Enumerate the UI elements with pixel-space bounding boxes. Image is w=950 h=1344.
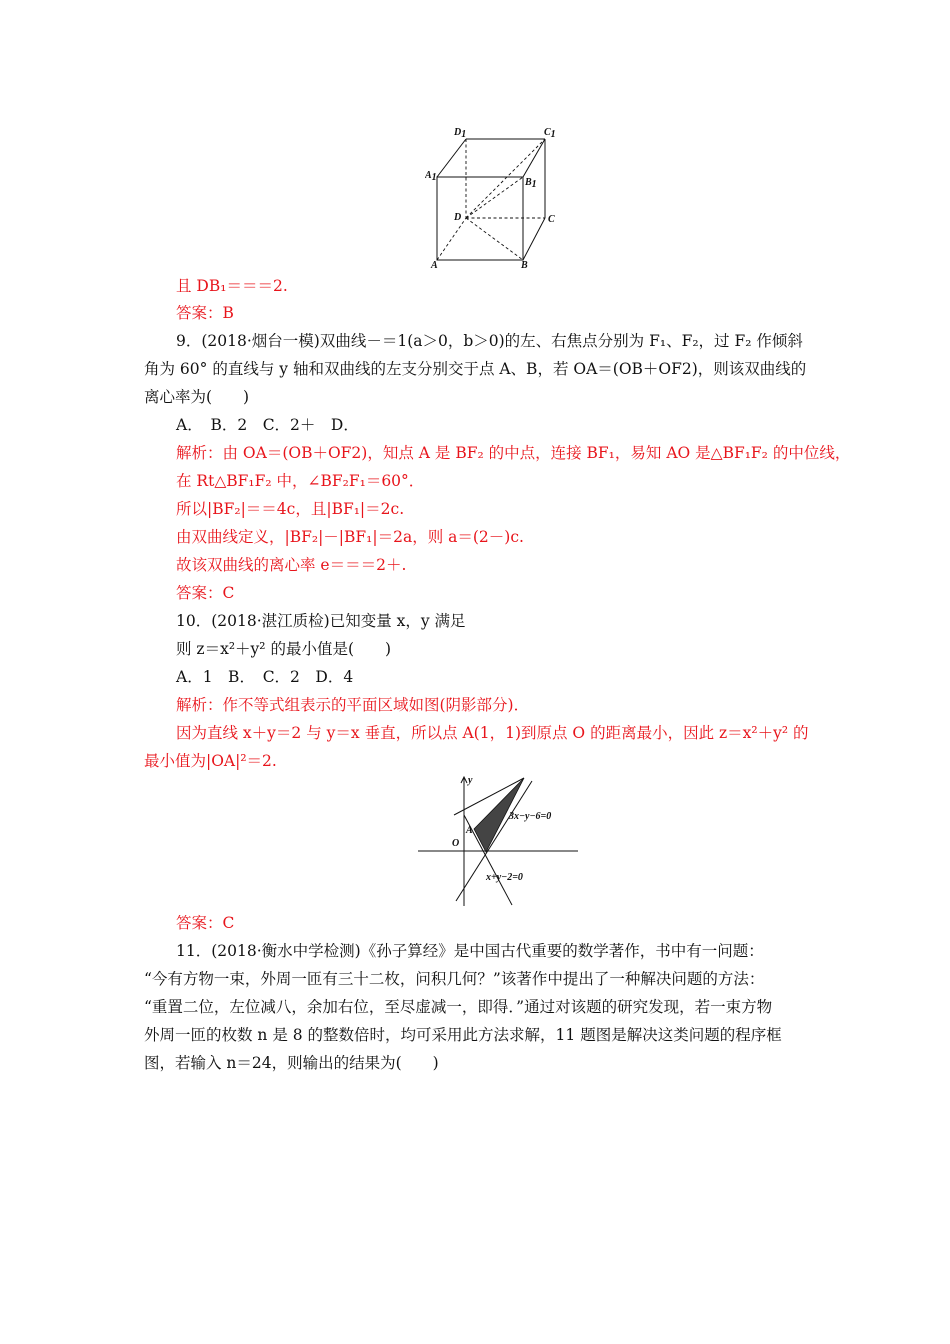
cube-front-face: [437, 177, 523, 260]
q9-solution-line5: 故该双曲线的离心率 e＝＝＝2＋.: [176, 556, 407, 574]
label-a1: A1: [425, 170, 437, 183]
label-d: D: [454, 212, 462, 223]
q10-solution-line1: 解析：作不等式组表示的平面区域如图(阴影部分)．: [176, 696, 530, 714]
q8-answer: 答案：B: [176, 304, 234, 322]
q9-answer: 答案：C: [176, 584, 235, 602]
label-c: C: [548, 214, 555, 225]
cube-figure: [425, 122, 560, 272]
q9-stem-line2: 角为 60° 的直线与 y 轴和双曲线的左支分别交于点 A、B，若 OA＝(OB＋OF2)，则该双曲线的: [144, 360, 807, 378]
q11-stem-line5: 图，若输入 n＝24，则输出的结果为( ): [144, 1054, 439, 1072]
q10-answer: 答案：C: [176, 914, 235, 932]
q10-stem-line1: 10．(2018·湛江质检)已知变量 x，y 满足: [176, 612, 466, 630]
label-b1: B1: [525, 177, 537, 190]
label-o: O: [452, 838, 460, 849]
q9-stem-line3: 离心率为( ): [144, 388, 250, 406]
q11-stem-line3: “重置二位，左位减八，余加右位，至尽虚减一，即得．”通过对该题的研究发现，若一束方物: [144, 998, 773, 1016]
label-c1: C1: [544, 127, 556, 140]
label-a-point: A: [466, 825, 473, 836]
q11-stem-line1: 11．(2018·衡水中学检测)《孙子算经》是中国古代重要的数学著作，书中有一问题：: [176, 942, 764, 960]
q11-stem-line4: 外周一匝的枚数 n 是 8 的整数倍时，均可采用此方法求解，11 题图是解决这类问题的程序框: [144, 1026, 782, 1044]
q9-stem-line1: 9．(2018·烟台一模)双曲线－＝1(a＞0，b＞0)的左、右焦点分别为 F₁、F₂，过 F₂ 作倾斜: [176, 332, 803, 350]
feasible-region-graph: [416, 773, 581, 908]
q9-solution-line2: 在 Rt△BF₁F₂ 中，∠BF₂F₁＝60°．: [176, 472, 425, 490]
q9-solution-line1: 解析：由 OA＝(OB＋OF2)，知点 A 是 BF₂ 的中点，连接 BF₁，易知 AO 是△BF₁F₂ 的中位线，: [176, 444, 851, 462]
q9-options: A． B．2 C．2＋ D．: [176, 416, 359, 434]
label-b: B: [521, 260, 528, 271]
q8-solution-line: 且 DB₁＝＝＝2.: [176, 277, 288, 295]
label-y: y: [468, 775, 473, 786]
label-a: A: [431, 260, 438, 271]
q9-solution-line3: 所以|BF₂|＝＝4c，且|BF₁|＝2c.: [176, 500, 405, 518]
q10-options: A．1 B． C．2 D．4: [176, 668, 354, 686]
cube-diagonal-db1: [466, 177, 523, 218]
q10-solution-line2: 因为直线 x＋y＝2 与 y＝x 垂直，所以点 A(1，1)到原点 O 的距离最小，因此 z＝x²＋y² 的: [176, 724, 809, 742]
q10-solution-line3: 最小值为|OA|²＝2.: [144, 752, 277, 770]
label-line-3x-y-6: 3x−y−6=0: [509, 811, 552, 822]
label-d1: D1: [454, 127, 467, 140]
label-line-x-plus-y-2: x+y−2=0: [486, 872, 523, 883]
q10-stem-line2: 则 z＝x²＋y² 的最小值是( ): [176, 640, 392, 658]
q11-stem-line2: “今有方物一束，外周一匝有三十二枚，问积几何？”该著作中提出了一种解决问题的方法：: [144, 970, 765, 988]
line-y-equals-x: [456, 781, 532, 901]
q9-solution-line4: 由双曲线定义，|BF₂|－|BF₁|＝2a，则 a＝(2－)c.: [176, 528, 524, 546]
